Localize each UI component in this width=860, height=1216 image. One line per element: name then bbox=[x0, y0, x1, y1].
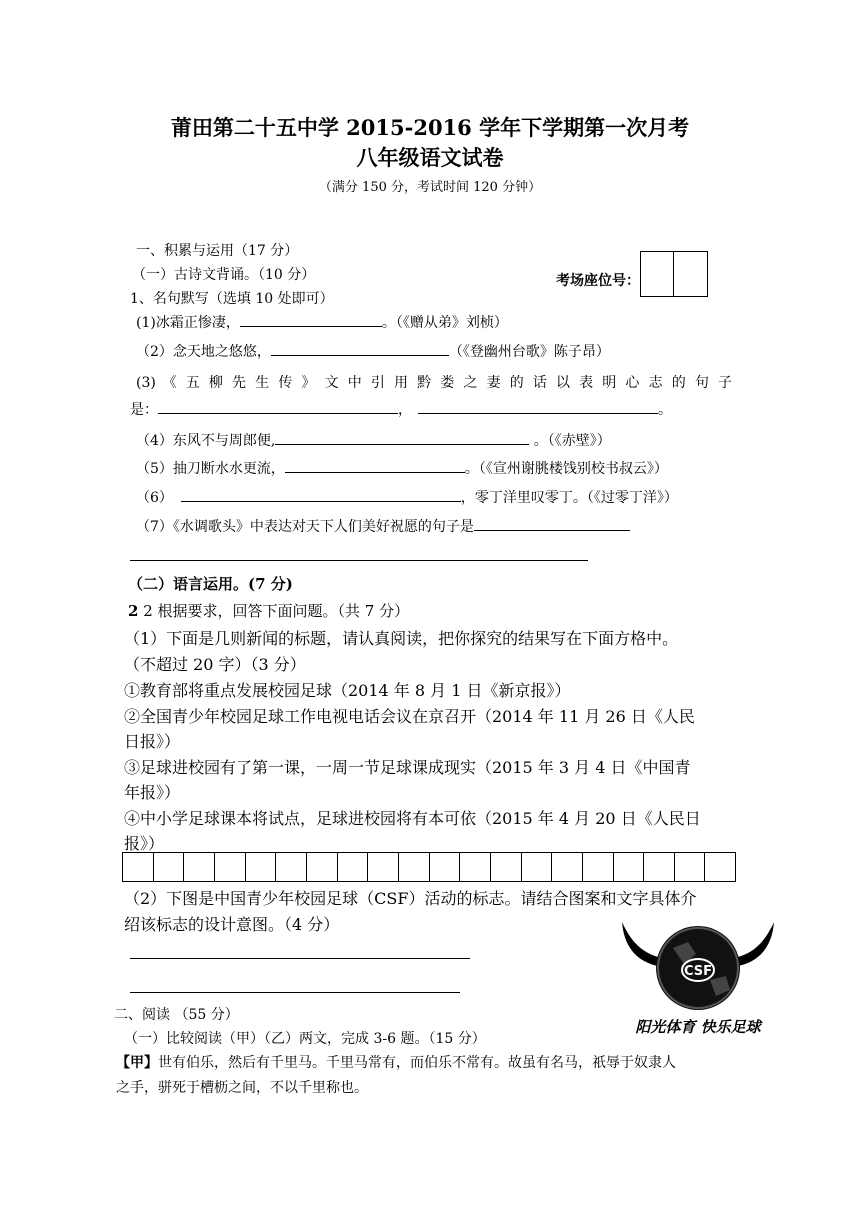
blank[interactable] bbox=[181, 487, 461, 502]
news-item: 年报》） bbox=[124, 783, 181, 802]
answer-grid[interactable] bbox=[122, 852, 736, 882]
fill-item-3: (3) 《 五 柳 先 生 传 》 文 中 引 用 黔 娄 之 妻 的 话 以 表 明 心 志 的 句 子 bbox=[136, 375, 732, 391]
subsection-heading: （一）古诗文背诵。（10 分） bbox=[132, 267, 316, 283]
answer-grid-cell[interactable] bbox=[338, 853, 369, 881]
seat-label: 考场座位号： bbox=[556, 273, 640, 289]
question-2-1-line2: （不超过 20 字）（3 分） bbox=[124, 655, 306, 674]
answer-grid-cell[interactable] bbox=[491, 853, 522, 881]
answer-grid-cell[interactable] bbox=[552, 853, 583, 881]
exam-info: （满分 150 分，考试时间 120 分钟） bbox=[318, 180, 542, 195]
answer-grid-cell[interactable] bbox=[215, 853, 246, 881]
answer-line[interactable] bbox=[130, 958, 470, 959]
news-item: 日报》） bbox=[124, 732, 181, 751]
answer-grid-cell[interactable] bbox=[522, 853, 553, 881]
answer-grid-cell[interactable] bbox=[460, 853, 491, 881]
section-heading: 一、积累与运用（17 分） bbox=[136, 243, 299, 259]
fill-item-6: （6） ，零丁洋里叹零丁。（《过零丁洋》） bbox=[136, 487, 678, 507]
blank[interactable] bbox=[474, 516, 630, 531]
fill-item-7: （7）《水调歌头》中表达对天下人们美好祝愿的句子是 bbox=[136, 516, 630, 536]
answer-grid-cell[interactable] bbox=[184, 853, 215, 881]
subsection-heading: （二）语言运用。(7 分) bbox=[128, 575, 293, 593]
answer-grid-cell[interactable] bbox=[614, 853, 645, 881]
answer-line[interactable] bbox=[130, 560, 588, 561]
news-item: ②全国青少年校园足球工作电视电话会议在京召开（2014 年 11 月 26 日《人民 bbox=[124, 707, 695, 726]
fill-item-4: （4）东风不与周郎便, 。（《赤壁》） bbox=[136, 430, 611, 450]
news-item: 报》） bbox=[124, 834, 165, 853]
question-2-1-line1: （1）下面是几则新闻的标题，请认真阅读，把你探究的结果写在下面方格中。 bbox=[124, 629, 679, 648]
question-2-2-line1: （2）下图是中国青少年校园足球（CSF）活动的标志。请结合图案和文字具体介 bbox=[124, 889, 697, 908]
question-1: 1、名句默写（选填 10 处即可） bbox=[130, 291, 334, 307]
logo-csf-text: CSF bbox=[683, 964, 713, 979]
answer-grid-cell[interactable] bbox=[644, 853, 675, 881]
news-item: ①教育部将重点发展校园足球（2014 年 8 月 1 日《新京报》） bbox=[124, 681, 571, 700]
answer-grid-cell[interactable] bbox=[154, 853, 185, 881]
answer-grid-cell[interactable] bbox=[276, 853, 307, 881]
exam-title: 莆田第二十五中学 2015-2016 学年下学期第一次月考 bbox=[170, 115, 690, 140]
fill-item-5: （5）抽刀断水水更流， 。（《宣州谢朓楼饯别校书叔云》） bbox=[136, 458, 668, 478]
blank[interactable] bbox=[240, 312, 382, 327]
fill-item-1: (1)冰霜正惨凄， 。（《赠从弟》刘桢） bbox=[136, 312, 508, 332]
answer-grid-cell[interactable] bbox=[430, 853, 461, 881]
blank[interactable] bbox=[285, 458, 465, 473]
seat-number-box[interactable] bbox=[640, 251, 708, 297]
subsection-heading: （一）比较阅读（甲）（乙）两文，完成 3-6 题。（15 分） bbox=[124, 1031, 486, 1047]
blank[interactable] bbox=[158, 399, 398, 414]
blank[interactable] bbox=[271, 341, 449, 356]
news-item: ④中小学足球课本将试点，足球进校园将有本可依（2015 年 4 月 20 日《人民日 bbox=[124, 809, 701, 828]
answer-grid-cell[interactable] bbox=[246, 853, 277, 881]
section-heading: 二、阅读 （55 分） bbox=[114, 1007, 239, 1023]
answer-grid-cell[interactable] bbox=[583, 853, 614, 881]
answer-grid-cell[interactable] bbox=[307, 853, 338, 881]
logo-slogan: 阳光体育 快乐足球 bbox=[635, 1018, 761, 1036]
answer-line[interactable] bbox=[130, 992, 460, 993]
answer-grid-cell[interactable] bbox=[123, 853, 154, 881]
answer-grid-cell[interactable] bbox=[399, 853, 430, 881]
blank[interactable] bbox=[275, 430, 529, 445]
question-2-2-line2: 绍该标志的设计意图。（4 分） bbox=[124, 915, 340, 934]
fill-item-3-line2: 是： ， 。 bbox=[130, 399, 672, 419]
passage-jia-line1: 【甲】世有伯乐，然后有千里马。千里马常有，而伯乐不常有。故虽有名马，祇辱于奴隶人 bbox=[116, 1055, 676, 1071]
csf-logo bbox=[618, 918, 778, 1048]
news-item: ③足球进校园有了第一课，一周一节足球课成现实（2015 年 3 月 4 日《中国青 bbox=[124, 758, 691, 777]
answer-grid-cell[interactable] bbox=[368, 853, 399, 881]
answer-grid-cell[interactable] bbox=[705, 853, 735, 881]
exam-subtitle: 八年级语文试卷 bbox=[356, 145, 504, 170]
answer-grid-cell[interactable] bbox=[675, 853, 706, 881]
question-2: 2 2 根据要求，回答下面问题。（共 7 分） bbox=[128, 602, 410, 620]
passage-jia-line2: 之手，骈死于槽枥之间，不以千里称也。 bbox=[116, 1080, 368, 1096]
blank[interactable] bbox=[418, 399, 658, 414]
fill-item-2: （2）念天地之悠悠， （《登幽州台歌》陈子昂） bbox=[136, 341, 610, 361]
